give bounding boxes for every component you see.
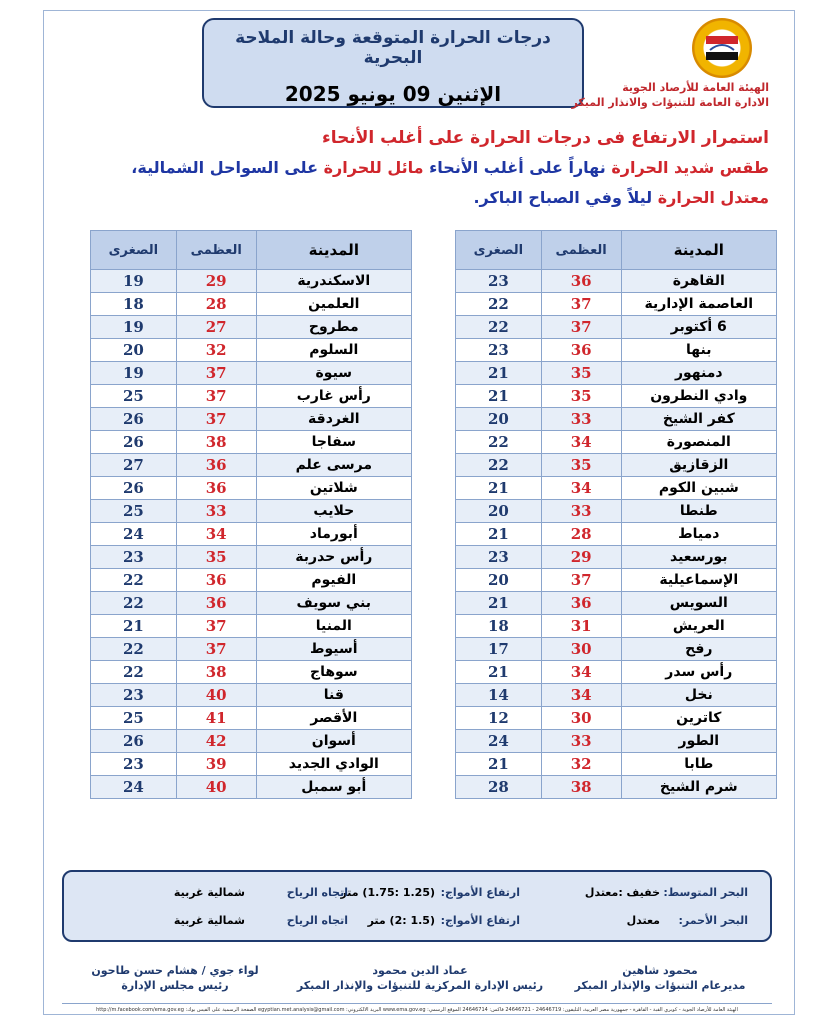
- max-temp: 33: [541, 408, 621, 431]
- min-temp: 25: [91, 385, 177, 408]
- min-temp: 21: [456, 385, 542, 408]
- max-temp: 29: [541, 546, 621, 569]
- wind-direction-value: شمالية غربية: [173, 914, 245, 927]
- min-temp: 20: [91, 339, 177, 362]
- max-temp: 29: [176, 270, 256, 293]
- table-row: [91, 477, 412, 500]
- city-name: كفر الشيخ: [621, 408, 776, 431]
- min-temp: 23: [456, 270, 542, 293]
- table-header-row: [91, 231, 412, 270]
- table-row: [456, 270, 777, 293]
- min-temp: 23: [91, 753, 177, 776]
- city-name: الوادي الجديد: [256, 753, 411, 776]
- city-name: رفح: [621, 638, 776, 661]
- max-temp: 37: [541, 569, 621, 592]
- table-row: [456, 316, 777, 339]
- signature-name: عماد الدين محمود: [372, 964, 468, 977]
- min-temp: 22: [91, 638, 177, 661]
- city-name: الإسماعيلية: [621, 569, 776, 592]
- max-temp: 36: [176, 592, 256, 615]
- wave-height-label: ارتفاع الأمواج:: [440, 914, 520, 927]
- max-temp: 37: [176, 615, 256, 638]
- min-temp: 21: [456, 592, 542, 615]
- table-row: [456, 638, 777, 661]
- min-temp: 18: [456, 615, 542, 638]
- min-temp: 23: [91, 684, 177, 707]
- min-temp: 26: [91, 431, 177, 454]
- city-name: الفيوم: [256, 569, 411, 592]
- signature-name: لواء جوي / هشام حسن طاحون: [91, 964, 259, 977]
- max-temp: 38: [176, 431, 256, 454]
- city-name: نخل: [621, 684, 776, 707]
- max-column-header: العظمى: [176, 231, 256, 270]
- forecast-date: الإثنين 09 يونيو 2025: [284, 82, 502, 106]
- city-name: القاهرة: [621, 270, 776, 293]
- red-sea-row: [64, 914, 770, 934]
- max-temp: 34: [541, 431, 621, 454]
- min-temp: 22: [91, 592, 177, 615]
- min-temp: 22: [456, 431, 542, 454]
- min-temp: 21: [91, 615, 177, 638]
- table-row: [91, 454, 412, 477]
- table-row: [91, 546, 412, 569]
- agency-line-1: الهيئة العامة للأرصاد الجوية: [622, 81, 769, 94]
- table-row: [456, 477, 777, 500]
- table-row: [456, 707, 777, 730]
- table-row: [456, 615, 777, 638]
- min-temp: 22: [456, 293, 542, 316]
- city-name: وادي النطرون: [621, 385, 776, 408]
- min-temp: 24: [91, 776, 177, 799]
- max-temp: 34: [176, 523, 256, 546]
- table-row: [456, 546, 777, 569]
- min-column-header: الصغرى: [456, 231, 542, 270]
- min-temp: 23: [91, 546, 177, 569]
- min-temp: 22: [91, 569, 177, 592]
- min-temp: 21: [456, 661, 542, 684]
- sea-state: خفيف :معتدل: [584, 886, 660, 899]
- min-temp: 21: [456, 523, 542, 546]
- city-name: العاصمة الإدارية: [621, 293, 776, 316]
- city-name: رأس غارب: [256, 385, 411, 408]
- table-row: [456, 684, 777, 707]
- table-row: [91, 707, 412, 730]
- table-row: [91, 408, 412, 431]
- table-row: [91, 362, 412, 385]
- headline-1: استمرار الارتفاع فى درجات الحرارة على أغلب الأنحاء: [322, 128, 769, 148]
- table-row: [91, 431, 412, 454]
- headline-3-part-b: ليلاً وفي الصباح الباكر.: [473, 188, 658, 207]
- min-temp: 21: [456, 753, 542, 776]
- table-row: [91, 753, 412, 776]
- table-row: [456, 362, 777, 385]
- city-name: 6 أكتوبر: [621, 316, 776, 339]
- min-temp: 24: [456, 730, 542, 753]
- max-temp: 28: [176, 293, 256, 316]
- min-temp: 25: [91, 500, 177, 523]
- table-row: [456, 592, 777, 615]
- table-row: [91, 730, 412, 753]
- city-name: طابا: [621, 753, 776, 776]
- city-name: العلمين: [256, 293, 411, 316]
- city-name: أسوان: [256, 730, 411, 753]
- min-temp: 14: [456, 684, 542, 707]
- min-temp: 27: [91, 454, 177, 477]
- max-temp: 37: [176, 408, 256, 431]
- wind-direction-label: اتجاه الرياح: [286, 886, 348, 899]
- city-name: شلاتين: [256, 477, 411, 500]
- max-temp: 39: [176, 753, 256, 776]
- wave-height-label: ارتفاع الأمواج:: [440, 886, 520, 899]
- headline-2-part-d: على السواحل الشمالية،: [131, 158, 324, 177]
- table-row: [91, 523, 412, 546]
- min-temp: 23: [456, 339, 542, 362]
- max-temp: 41: [176, 707, 256, 730]
- city-name: العريش: [621, 615, 776, 638]
- table-row: [456, 753, 777, 776]
- city-name: الاسكندرية: [256, 270, 411, 293]
- city-name: بني سويف: [256, 592, 411, 615]
- min-temp: 26: [91, 408, 177, 431]
- max-temp: 36: [176, 477, 256, 500]
- max-temp: 28: [541, 523, 621, 546]
- max-temp: 36: [541, 592, 621, 615]
- max-temp: 38: [176, 661, 256, 684]
- table-row: [91, 339, 412, 362]
- logo-emblem-icon: [706, 36, 738, 60]
- headline-2-part-c: مائل للحرارة: [323, 158, 424, 177]
- headline-2-part-a: طقس شديد الحرارة: [611, 158, 769, 177]
- max-temp: 37: [176, 385, 256, 408]
- table-row: [456, 408, 777, 431]
- min-temp: 26: [91, 477, 177, 500]
- city-column-header: المدينة: [621, 231, 776, 270]
- min-temp: 25: [91, 707, 177, 730]
- min-temp: 20: [456, 408, 542, 431]
- sea-name: البحر الأحمر:: [678, 914, 748, 927]
- table-row: [456, 500, 777, 523]
- table-row: [456, 454, 777, 477]
- table-row: [456, 661, 777, 684]
- max-temp: 27: [176, 316, 256, 339]
- city-name: أسيوط: [256, 638, 411, 661]
- max-temp: 30: [541, 707, 621, 730]
- headline-2: [69, 158, 769, 177]
- min-temp: 19: [91, 316, 177, 339]
- city-name: السويس: [621, 592, 776, 615]
- city-name: طنطا: [621, 500, 776, 523]
- temperature-table-right: [455, 230, 777, 799]
- city-name: الأقصر: [256, 707, 411, 730]
- max-temp: 30: [541, 638, 621, 661]
- max-temp: 32: [176, 339, 256, 362]
- city-name: حلايب: [256, 500, 411, 523]
- wave-height-value: (1.5 :2) متر: [367, 914, 435, 927]
- signature-name: محمود شاهين: [622, 964, 698, 977]
- page-title: درجات الحرارة المتوقعة وحالة الملاحة البحرية: [235, 28, 551, 68]
- max-temp: 35: [541, 362, 621, 385]
- table-row: [91, 661, 412, 684]
- table-row: [456, 569, 777, 592]
- city-name: السلوم: [256, 339, 411, 362]
- city-name: الزقازيق: [621, 454, 776, 477]
- max-column-header: العظمى: [541, 231, 621, 270]
- table-row: [91, 776, 412, 799]
- table-row: [456, 523, 777, 546]
- title-box: [202, 18, 584, 108]
- city-name: أبورماد: [256, 523, 411, 546]
- min-temp: 12: [456, 707, 542, 730]
- max-temp: 36: [541, 270, 621, 293]
- max-temp: 36: [176, 454, 256, 477]
- min-temp: 22: [456, 316, 542, 339]
- min-temp: 20: [456, 500, 542, 523]
- min-column-header: الصغرى: [91, 231, 177, 270]
- agency-line-2: الادارة العامة للتنبؤات والانذار المبكر: [571, 96, 769, 109]
- table-row: [91, 615, 412, 638]
- max-temp: 37: [541, 316, 621, 339]
- headline-2-part-b: نهاراً على أغلب الأنحاء: [423, 158, 612, 177]
- city-name: سوهاج: [256, 661, 411, 684]
- table-row: [456, 339, 777, 362]
- max-temp: 32: [541, 753, 621, 776]
- max-temp: 34: [541, 477, 621, 500]
- signature-2: [295, 963, 545, 993]
- table-row: [91, 385, 412, 408]
- sea-state: معتدل: [626, 914, 660, 927]
- max-temp: 40: [176, 684, 256, 707]
- city-name: شبين الكوم: [621, 477, 776, 500]
- max-temp: 36: [176, 569, 256, 592]
- max-temp: 35: [541, 454, 621, 477]
- table-row: [91, 270, 412, 293]
- table-row: [91, 638, 412, 661]
- min-temp: 19: [91, 270, 177, 293]
- min-temp: 28: [456, 776, 542, 799]
- wind-direction-value: شمالية غربية: [173, 886, 245, 899]
- sea-name: البحر المتوسط:: [663, 886, 748, 899]
- max-temp: 33: [541, 500, 621, 523]
- max-temp: 38: [541, 776, 621, 799]
- ema-logo-icon: [692, 18, 752, 78]
- table-row: [91, 293, 412, 316]
- max-temp: 37: [541, 293, 621, 316]
- table-row: [456, 776, 777, 799]
- table-row: [456, 293, 777, 316]
- min-temp: 18: [91, 293, 177, 316]
- signature-3: [75, 963, 275, 993]
- max-temp: 33: [176, 500, 256, 523]
- table-row: [456, 730, 777, 753]
- city-name: المنيا: [256, 615, 411, 638]
- city-name: بنها: [621, 339, 776, 362]
- max-temp: 42: [176, 730, 256, 753]
- max-temp: 31: [541, 615, 621, 638]
- max-temp: 34: [541, 684, 621, 707]
- max-temp: 36: [541, 339, 621, 362]
- city-name: رأس حدربة: [256, 546, 411, 569]
- signature-1: [560, 963, 760, 993]
- min-temp: 20: [456, 569, 542, 592]
- temperature-table-left: [90, 230, 412, 799]
- max-temp: 37: [176, 362, 256, 385]
- max-temp: 35: [176, 546, 256, 569]
- wave-height-value: (1.25 :1.75) متر: [340, 886, 435, 899]
- min-temp: 21: [456, 362, 542, 385]
- wind-direction-label: اتجاه الرياح: [286, 914, 348, 927]
- headline-3: [69, 188, 769, 207]
- min-temp: 22: [456, 454, 542, 477]
- min-temp: 17: [456, 638, 542, 661]
- signature-title: رئيس الإدارة المركزية للتنبؤات والإنذار المبكر: [296, 979, 544, 992]
- table-row: [91, 684, 412, 707]
- table-header-row: [456, 231, 777, 270]
- min-temp: 26: [91, 730, 177, 753]
- min-temp: 21: [456, 477, 542, 500]
- city-name: أبو سمبل: [256, 776, 411, 799]
- city-name: دمنهور: [621, 362, 776, 385]
- city-name: الطور: [621, 730, 776, 753]
- city-name: شرم الشيخ: [621, 776, 776, 799]
- city-name: سيوة: [256, 362, 411, 385]
- mediterranean-row: [64, 886, 770, 906]
- city-name: كاترين: [621, 707, 776, 730]
- table-row: [456, 385, 777, 408]
- city-name: قنا: [256, 684, 411, 707]
- city-name: المنصورة: [621, 431, 776, 454]
- min-temp: 22: [91, 661, 177, 684]
- city-name: مطروح: [256, 316, 411, 339]
- table-row: [456, 431, 777, 454]
- table-row: [91, 592, 412, 615]
- footer-contact: الهيئة العامة للأرصاد الجوية - كوبري القبة - القاهرة - جمهورية مصر العربية، التليفون: 24646719 - 24646721 فاكس: 24646714 الموقع الرسمي: www.ema.gov.eg البريد الالكتروني: egyptian.met.analysis@gmail.com الصفحة الرسمية على الفيس بوك: http://m.facebook.com/ema.gov.eg: [62, 1003, 772, 1016]
- city-name: رأس سدر: [621, 661, 776, 684]
- min-temp: 23: [456, 546, 542, 569]
- min-temp: 24: [91, 523, 177, 546]
- city-name: الغردقة: [256, 408, 411, 431]
- agency-name: [549, 80, 769, 110]
- min-temp: 19: [91, 362, 177, 385]
- max-temp: 33: [541, 730, 621, 753]
- city-name: بورسعيد: [621, 546, 776, 569]
- table-row: [91, 316, 412, 339]
- signature-title: رئيس مجلس الإدارة: [121, 979, 229, 992]
- table-row: [91, 500, 412, 523]
- table-row: [91, 569, 412, 592]
- max-temp: 35: [541, 385, 621, 408]
- city-name: سفاجا: [256, 431, 411, 454]
- max-temp: 40: [176, 776, 256, 799]
- max-temp: 37: [176, 638, 256, 661]
- headline-3-part-a: معتدل الحرارة: [657, 188, 769, 207]
- signature-title: مديرعام التنبؤات والإنذار المبكر: [574, 979, 746, 992]
- city-name: مرسى علم: [256, 454, 411, 477]
- city-column-header: المدينة: [256, 231, 411, 270]
- sea-state-box: [62, 870, 772, 942]
- city-name: دمياط: [621, 523, 776, 546]
- max-temp: 34: [541, 661, 621, 684]
